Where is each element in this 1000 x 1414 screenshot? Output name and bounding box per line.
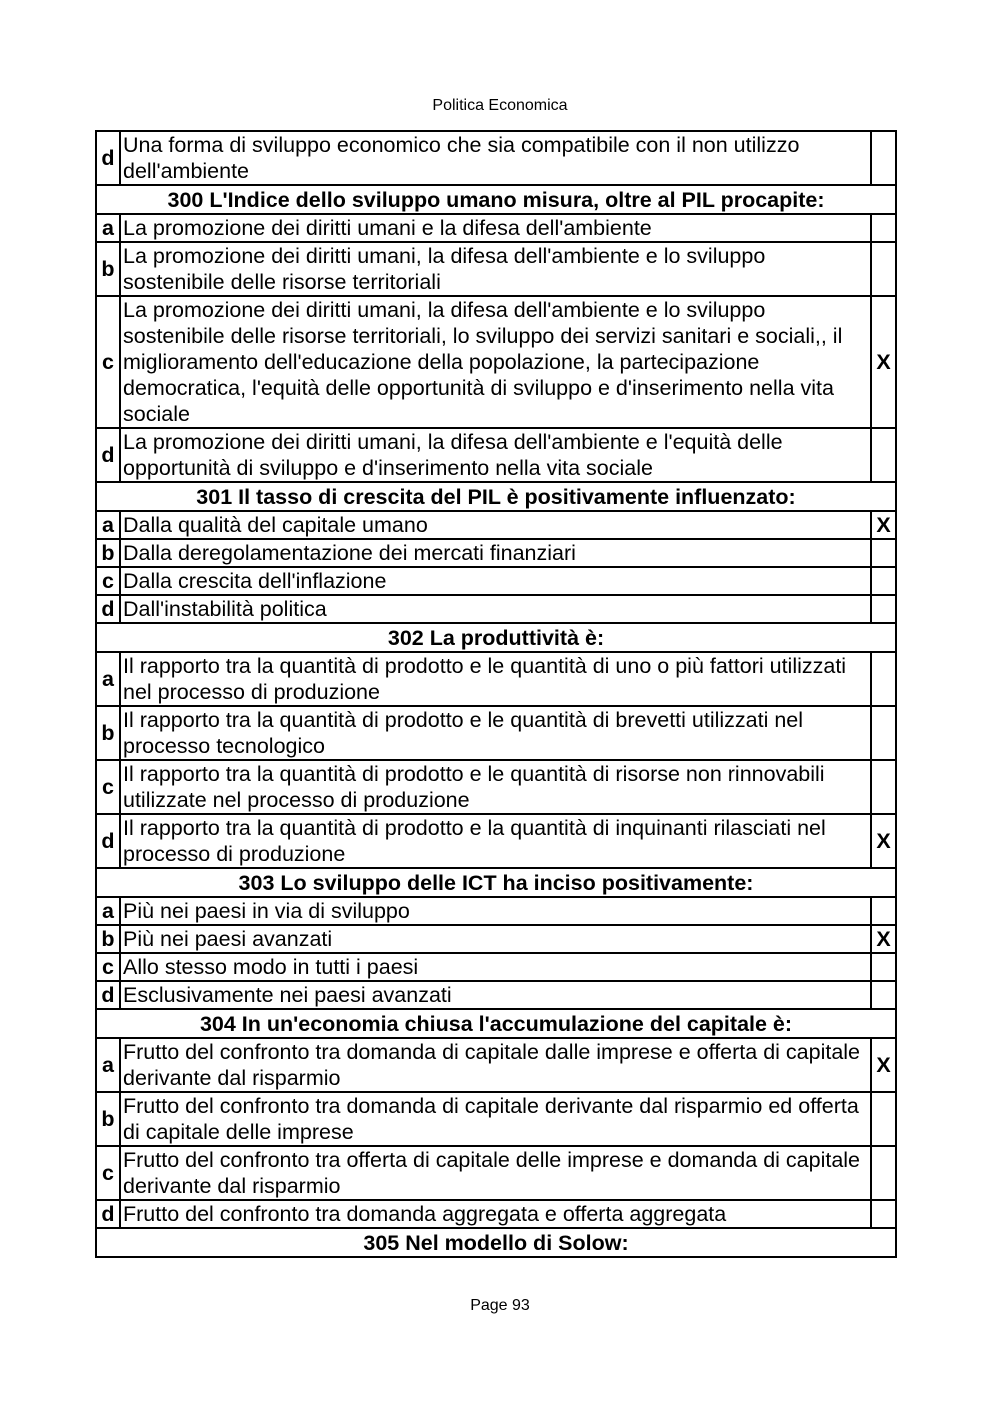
answer-text: Il rapporto tra la quantità di prodotto e le quantità di brevetti utilizzati nel processo tecnologico	[120, 706, 871, 760]
correct-answer-mark	[871, 214, 896, 242]
question-text: 304 In un'economia chiusa l'accumulazione del capitale è:	[96, 1009, 896, 1038]
answer-row	[96, 1038, 896, 1092]
answer-letter: b	[96, 539, 120, 567]
answer-letter: c	[96, 1146, 120, 1200]
correct-answer-mark	[871, 539, 896, 567]
question-row	[96, 623, 896, 652]
question-text: 302 La produttività è:	[96, 623, 896, 652]
correct-answer-mark: X	[871, 814, 896, 868]
answer-row	[96, 567, 896, 595]
answer-row	[96, 925, 896, 953]
answer-text: Il rapporto tra la quantità di prodotto e le quantità di uno o più fattori utilizzati nel processo di produzione	[120, 652, 871, 706]
correct-answer-mark	[871, 897, 896, 925]
answer-text: Dalla qualità del capitale umano	[120, 511, 871, 539]
answer-text: La promozione dei diritti umani e la difesa dell'ambiente	[120, 214, 871, 242]
correct-answer-mark: X	[871, 1038, 896, 1092]
correct-answer-mark	[871, 1092, 896, 1146]
answer-row	[96, 539, 896, 567]
answer-row	[96, 595, 896, 623]
answer-text: Dalla deregolamentazione dei mercati finanziari	[120, 539, 871, 567]
question-row	[96, 1228, 896, 1257]
answer-letter: c	[96, 760, 120, 814]
answer-letter: d	[96, 428, 120, 482]
answer-row	[96, 760, 896, 814]
answer-row	[96, 131, 896, 185]
answer-text: Frutto del confronto tra domanda aggregata e offerta aggregata	[120, 1200, 871, 1228]
question-row	[96, 482, 896, 511]
answer-row	[96, 652, 896, 706]
answer-letter: c	[96, 296, 120, 428]
correct-answer-mark	[871, 760, 896, 814]
answer-text: La promozione dei diritti umani, la difesa dell'ambiente e l'equità delle opportunità di sviluppo e d'inserimento nella vita sociale	[120, 428, 871, 482]
correct-answer-mark	[871, 428, 896, 482]
quiz-table	[95, 130, 897, 1258]
answer-text: La promozione dei diritti umani, la difesa dell'ambiente e lo sviluppo sostenibile delle risorse territoriali	[120, 242, 871, 296]
correct-answer-mark	[871, 567, 896, 595]
answer-letter: b	[96, 242, 120, 296]
answer-text: La promozione dei diritti umani, la difesa dell'ambiente e lo sviluppo sostenibile delle risorse territoriali, lo sviluppo dei servizi sanitari e sociali,, il miglioramento dell'educazione della popolazione, la partecipazione democratica, l'equità delle opportunità di sviluppo e d'inserimento nella vita sociale	[120, 296, 871, 428]
correct-answer-mark	[871, 131, 896, 185]
answer-row	[96, 981, 896, 1009]
answer-letter: a	[96, 1038, 120, 1092]
answer-text: Il rapporto tra la quantità di prodotto e la quantità di inquinanti rilasciati nel processo di produzione	[120, 814, 871, 868]
answer-text: Allo stesso modo in tutti i paesi	[120, 953, 871, 981]
answer-row	[96, 214, 896, 242]
answer-row	[96, 814, 896, 868]
answer-text: Dalla crescita dell'inflazione	[120, 567, 871, 595]
correct-answer-mark	[871, 242, 896, 296]
correct-answer-mark	[871, 1200, 896, 1228]
answer-letter: c	[96, 953, 120, 981]
answer-row	[96, 706, 896, 760]
answer-text: Più nei paesi in via di sviluppo	[120, 897, 871, 925]
answer-letter: d	[96, 814, 120, 868]
answer-letter: a	[96, 897, 120, 925]
page-header: Politica Economica	[432, 97, 568, 114]
answer-letter: a	[96, 652, 120, 706]
correct-answer-mark: X	[871, 925, 896, 953]
correct-answer-mark	[871, 1146, 896, 1200]
answer-text: Frutto del confronto tra domanda di capitale dalle imprese e offerta di capitale derivante dal risparmio	[120, 1038, 871, 1092]
question-text: 303 Lo sviluppo delle ICT ha inciso positivamente:	[96, 868, 896, 897]
page-number: Page 93	[470, 1297, 530, 1314]
correct-answer-mark	[871, 706, 896, 760]
answer-letter: d	[96, 1200, 120, 1228]
question-row	[96, 185, 896, 214]
answer-text: Frutto del confronto tra offerta di capitale delle imprese e domanda di capitale derivante dal risparmio	[120, 1146, 871, 1200]
answer-letter: a	[96, 511, 120, 539]
correct-answer-mark	[871, 595, 896, 623]
answer-row	[96, 1146, 896, 1200]
answer-row	[96, 428, 896, 482]
answer-letter: c	[96, 567, 120, 595]
answer-row	[96, 897, 896, 925]
answer-letter: b	[96, 925, 120, 953]
answer-text: Più nei paesi avanzati	[120, 925, 871, 953]
answer-row	[96, 296, 896, 428]
answer-row	[96, 953, 896, 981]
answer-text: Il rapporto tra la quantità di prodotto e le quantità di risorse non rinnovabili utilizzate nel processo di produzione	[120, 760, 871, 814]
question-text: 300 L'Indice dello sviluppo umano misura, oltre al PIL procapite:	[96, 185, 896, 214]
answer-letter: b	[96, 706, 120, 760]
answer-text: Una forma di sviluppo economico che sia compatibile con il non utilizzo dell'ambiente	[120, 131, 871, 185]
answer-text: Frutto del confronto tra domanda di capitale derivante dal risparmio ed offerta di capitale delle imprese	[120, 1092, 871, 1146]
question-row	[96, 1009, 896, 1038]
answer-text: Esclusivamente nei paesi avanzati	[120, 981, 871, 1009]
answer-letter: d	[96, 981, 120, 1009]
answer-text: Dall'instabilità politica	[120, 595, 871, 623]
answer-letter: a	[96, 214, 120, 242]
correct-answer-mark: X	[871, 511, 896, 539]
question-row	[96, 868, 896, 897]
question-text: 305 Nel modello di Solow:	[96, 1228, 896, 1257]
correct-answer-mark	[871, 652, 896, 706]
answer-row	[96, 511, 896, 539]
question-text: 301 Il tasso di crescita del PIL è positivamente influenzato:	[96, 482, 896, 511]
answer-row	[96, 1200, 896, 1228]
answer-letter: b	[96, 1092, 120, 1146]
answer-row	[96, 1092, 896, 1146]
correct-answer-mark	[871, 981, 896, 1009]
correct-answer-mark: X	[871, 296, 896, 428]
correct-answer-mark	[871, 953, 896, 981]
answer-letter: d	[96, 131, 120, 185]
quiz-table-body	[96, 131, 896, 1257]
answer-row	[96, 242, 896, 296]
answer-letter: d	[96, 595, 120, 623]
